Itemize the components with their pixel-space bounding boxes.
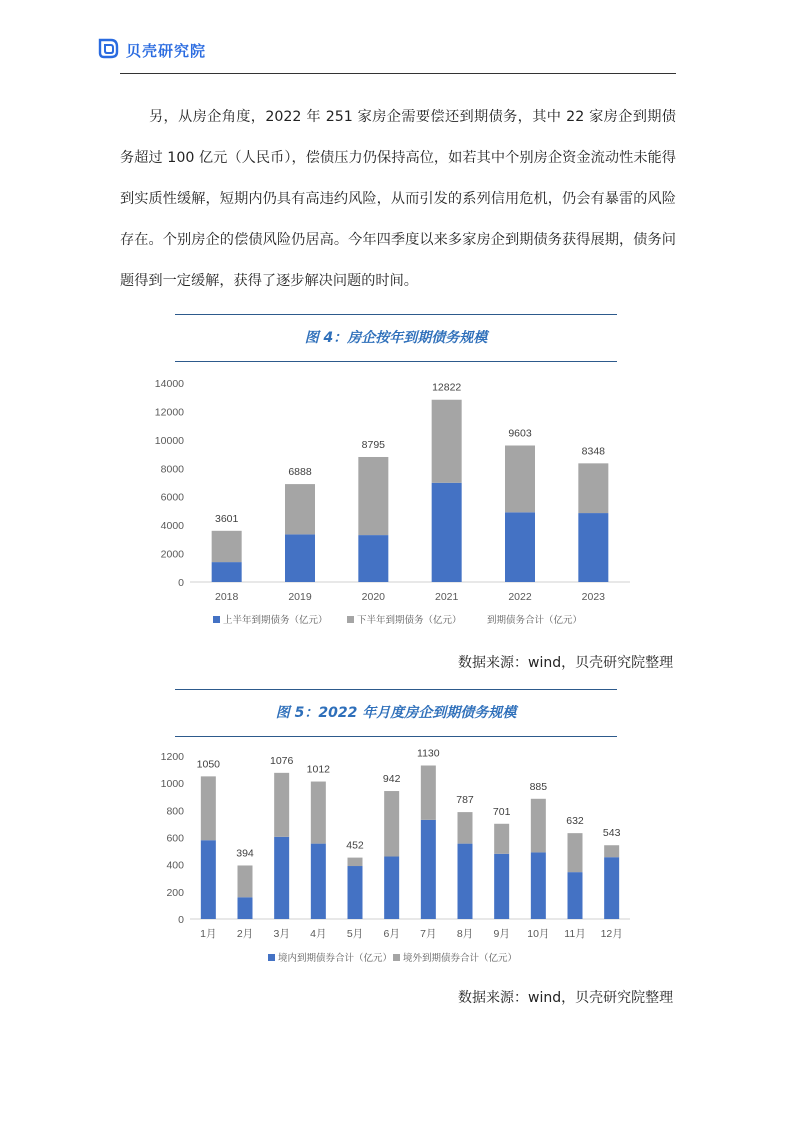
legend-swatch xyxy=(268,954,275,961)
total-data-label: 12822 xyxy=(432,381,462,394)
figure-4-chart xyxy=(140,370,650,640)
y-tick-label: 4000 xyxy=(160,520,184,533)
y-tick-label: 0 xyxy=(178,577,184,589)
x-tick-label: 2018 xyxy=(214,591,239,603)
total-data-label: 701 xyxy=(492,805,511,818)
total-data-label: 8348 xyxy=(581,445,606,458)
figure-5-source: 数据来源：wind，贝壳研究院整理 xyxy=(458,990,674,1006)
bar-series-2 xyxy=(421,766,436,820)
bar-series-1 xyxy=(358,535,388,582)
legend-label: 上半年到期债务（亿元） xyxy=(223,615,328,626)
bar-series-1 xyxy=(311,844,326,919)
y-tick-label: 8000 xyxy=(160,463,184,476)
y-tick-label: 400 xyxy=(166,859,184,872)
figure-4-source: 数据来源：wind，贝壳研究院整理 xyxy=(458,655,674,671)
legend-label: 境外到期债券合计（亿元） xyxy=(403,953,518,964)
x-tick-label: 2月 xyxy=(236,928,254,940)
x-tick-label: 5月 xyxy=(346,928,364,940)
x-tick-label: 2022 xyxy=(508,591,532,603)
bar-series-1 xyxy=(578,513,608,582)
legend-label: 到期债务合计（亿元） xyxy=(487,615,583,626)
bar-series-1 xyxy=(274,837,289,919)
total-data-label: 452 xyxy=(346,839,364,852)
body-paragraph: 另，从房企角度，2022 年 251 家房企需要偿还到期债务，其中 22 家房企到期债务超过 100 亿元（人民币），偿债压力仍保持高位，如若其中个别房企资金流动性未能得到实质性缓解，短期内仍具有高违约风险，从而引发的系列信用危机，仍会有暴雷的风险存在。个别房企的偿债风险仍居高。今年四季度以来多家房企到期债务获得展期，债务问题得到一定缓解，获得了逐步解决问题的时间。 xyxy=(120,109,676,289)
legend-label: 境内到期债券合计（亿元） xyxy=(278,953,393,964)
y-tick-label: 600 xyxy=(166,832,184,845)
bar-series-1 xyxy=(285,534,315,582)
bar-series-1 xyxy=(432,483,462,582)
figure-4-title-bar xyxy=(175,314,617,362)
legend-label: 下半年到期债务（亿元） xyxy=(357,615,462,626)
brand-logo-icon xyxy=(96,36,120,60)
total-data-label: 1076 xyxy=(269,754,294,767)
legend-swatch xyxy=(213,616,220,623)
y-tick-label: 1000 xyxy=(160,778,184,791)
bar-series-2 xyxy=(604,845,619,857)
bar-series-2 xyxy=(494,824,509,854)
figure-5-chart xyxy=(140,742,650,970)
bar-series-1 xyxy=(604,857,619,919)
total-data-label: 942 xyxy=(382,773,401,786)
legend-swatch xyxy=(393,954,400,961)
x-tick-label: 12月 xyxy=(600,928,623,940)
total-data-label: 543 xyxy=(602,827,621,840)
x-tick-label: 2021 xyxy=(434,591,459,603)
y-tick-label: 800 xyxy=(166,805,184,818)
bar-series-2 xyxy=(568,833,583,872)
y-tick-label: 0 xyxy=(178,914,184,926)
x-tick-label: 2019 xyxy=(288,591,312,603)
total-data-label: 3601 xyxy=(214,512,239,525)
total-data-label: 6888 xyxy=(288,466,312,479)
y-tick-label: 2000 xyxy=(160,548,184,561)
figure-5-title-bar xyxy=(175,689,617,737)
x-tick-label: 8月 xyxy=(456,928,474,940)
figure-5-title: 图 5：2022 年月度房企到期债务规模 xyxy=(275,705,517,721)
x-tick-label: 10月 xyxy=(527,928,550,940)
bar-series-2 xyxy=(358,457,388,535)
bar-series-2 xyxy=(458,812,473,844)
bar-series-2 xyxy=(384,791,399,856)
total-data-label: 394 xyxy=(236,847,254,860)
bar-series-2 xyxy=(311,782,326,844)
x-tick-label: 11月 xyxy=(564,928,586,940)
bar-series-2 xyxy=(201,776,216,840)
y-tick-label: 6000 xyxy=(160,491,184,504)
x-tick-label: 7月 xyxy=(420,928,437,940)
bar-series-1 xyxy=(568,872,583,919)
total-data-label: 9603 xyxy=(508,427,532,440)
y-tick-label: 12000 xyxy=(154,406,184,419)
bar-series-1 xyxy=(494,854,509,919)
brand-name: 贝壳研究院 xyxy=(126,42,207,60)
total-data-label: 1130 xyxy=(417,747,440,760)
bar-series-2 xyxy=(212,531,242,562)
total-data-label: 632 xyxy=(566,815,584,828)
bar-series-1 xyxy=(458,844,473,919)
bar-series-2 xyxy=(505,446,535,513)
x-tick-label: 1月 xyxy=(200,928,217,940)
x-tick-label: 6月 xyxy=(383,928,400,940)
bar-series-2 xyxy=(238,865,253,897)
figure-4-title: 图 4：房企按年到期债务规模 xyxy=(304,330,488,346)
total-data-label: 787 xyxy=(456,794,474,807)
bar-series-2 xyxy=(348,858,363,866)
y-tick-label: 1200 xyxy=(160,751,184,763)
bar-series-2 xyxy=(578,463,608,513)
page-header xyxy=(96,30,676,74)
bar-series-2 xyxy=(274,773,289,837)
total-data-label: 8795 xyxy=(361,438,386,451)
y-tick-label: 200 xyxy=(166,886,184,899)
bar-series-1 xyxy=(348,866,363,919)
bar-series-1 xyxy=(531,852,546,919)
x-tick-label: 2023 xyxy=(581,591,606,603)
x-tick-label: 2020 xyxy=(361,591,386,603)
bar-series-2 xyxy=(285,484,315,534)
bar-series-1 xyxy=(505,512,535,582)
total-data-label: 1050 xyxy=(196,758,221,771)
total-data-label: 885 xyxy=(529,780,548,793)
x-tick-label: 9月 xyxy=(493,928,510,940)
y-tick-label: 14000 xyxy=(154,378,184,390)
legend-swatch xyxy=(347,616,354,623)
bar-series-1 xyxy=(238,897,253,919)
bar-series-1 xyxy=(384,857,399,919)
header-divider xyxy=(120,73,676,74)
y-tick-label: 10000 xyxy=(154,434,184,447)
bar-series-1 xyxy=(201,840,216,919)
bar-series-2 xyxy=(531,799,546,853)
bar-series-1 xyxy=(421,820,436,919)
total-data-label: 1012 xyxy=(306,763,331,776)
bar-series-2 xyxy=(432,400,462,483)
x-tick-label: 3月 xyxy=(273,928,290,940)
x-tick-label: 4月 xyxy=(310,928,327,940)
bar-series-1 xyxy=(212,562,242,582)
